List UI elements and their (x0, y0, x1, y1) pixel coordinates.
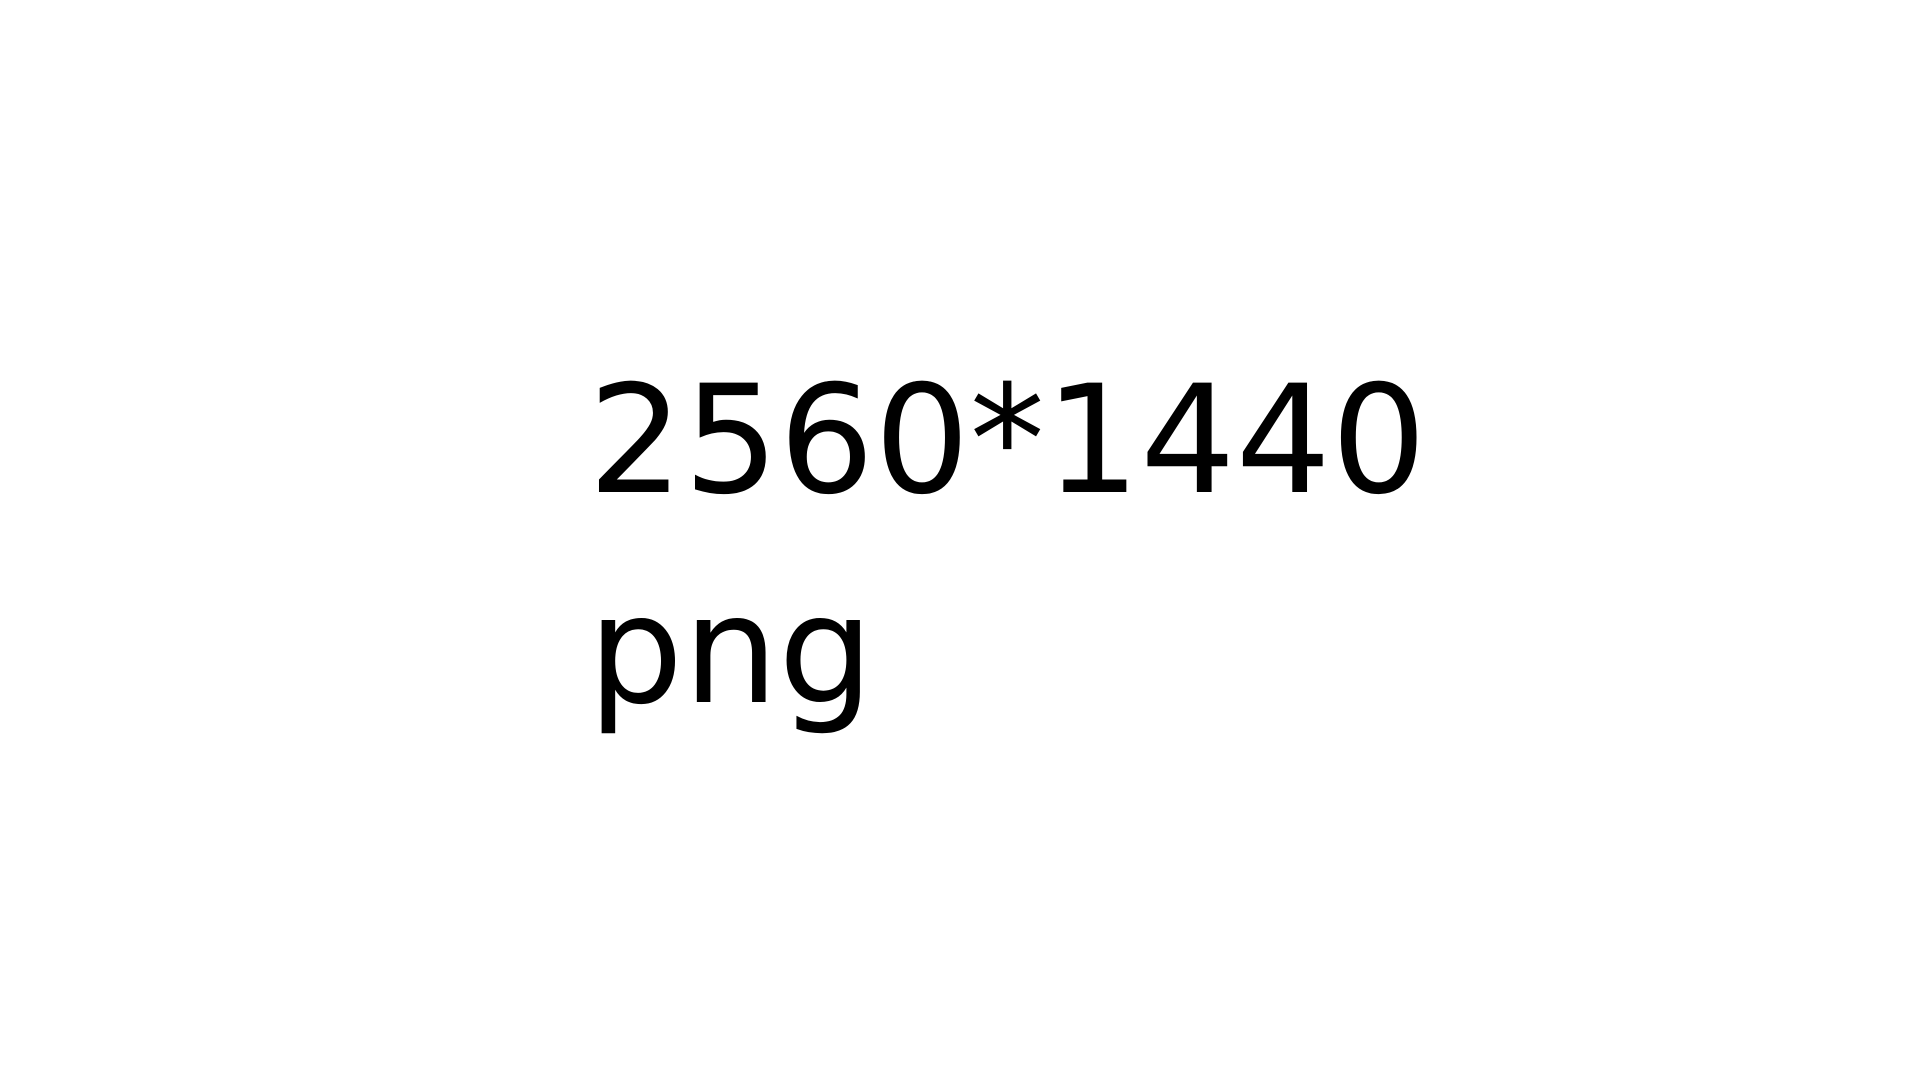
dimensions-text: 2560*1440 (588, 354, 1427, 528)
format-text: png (588, 564, 874, 738)
placeholder-label (588, 336, 1426, 756)
